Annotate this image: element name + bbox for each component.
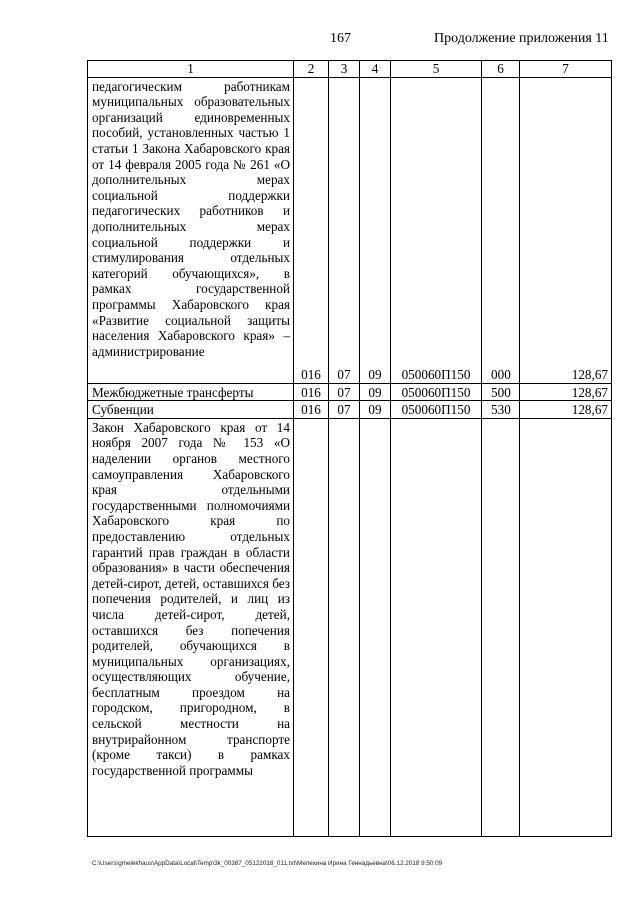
file-path-footer: C:\Users\gmelekhaus\AppData\Local\Temp\3k_00387_05122018_011.txt\Мелехина Ирина Геннадьевна\06.12.2018 9:50:09	[92, 860, 443, 867]
cell-target-article: 050060П150	[391, 383, 482, 401]
table-row	[88, 401, 612, 419]
column-header: 7	[520, 61, 612, 78]
cell-section: 07	[329, 401, 360, 419]
cell-amount: 128,67	[520, 401, 612, 419]
column-header: 4	[360, 61, 391, 78]
cell-expense-type: 000	[482, 77, 520, 383]
cell-target-article: 050060П150	[391, 401, 482, 419]
cell-ministry: 016	[294, 383, 329, 401]
row-name: Межбюджетные трансферты	[88, 383, 294, 401]
cell-ministry: 016	[294, 77, 329, 383]
cell-subsection: 09	[360, 383, 391, 401]
table-row	[88, 418, 612, 836]
column-header: 2	[294, 61, 329, 78]
cell-subsection: 09	[360, 77, 391, 383]
cell-expense-type: 500	[482, 383, 520, 401]
page-number: 167	[330, 31, 351, 46]
table-row	[88, 77, 612, 383]
column-header: 6	[482, 61, 520, 78]
row-name: педагогическим работникам муниципальных образовательных организаций единовременных пособий, установленных частью 1 статьи 1 Закона Хабаровского края от 14 февраля 2005 года № 261 «О дополнительных мерах социальной поддержки педагогических работников и дополнительных мерах социальной поддержки и стимулирования отдельных категорий обучающихся», в рамках государственной программы Хабаровского края «Развитие социальной защиты населения Хабаровского края» – администрирование	[88, 77, 294, 383]
cell-ministry: 016	[294, 401, 329, 419]
cell-expense-type: 530	[482, 401, 520, 419]
cell-target-article: 050060П150	[391, 77, 482, 383]
cell-amount	[520, 418, 612, 836]
budget-table	[87, 60, 612, 837]
cell-section: 07	[329, 383, 360, 401]
column-header: 5	[391, 61, 482, 78]
column-header: 3	[329, 61, 360, 78]
row-name: Закон Хабаровского края от 14 ноября 2007 года № 153 «О наделении органов местного самоуправления Хабаровского края отдельными государственными полномочиями Хабаровского края по предоставлению отдельных гарантий прав граждан в области образования» в части обеспечения детей-сирот, детей, оставшихся без попечения родителей, и лиц из числа детей-сирот, детей, оставшихся без попечения родителей, обучающихся в муниципальных организациях, осуществляющих обучение, бесплатным проездом на городском, пригородном, в сельской местности на внутрирайонном транспорте (кроме такси) в рамках государственной программы	[88, 418, 294, 836]
cell-target-article	[391, 418, 482, 836]
cell-amount: 128,67	[520, 77, 612, 383]
row-name: Субвенции	[88, 401, 294, 419]
appendix-heading: Продолжение приложения 11	[434, 31, 609, 46]
cell-expense-type	[482, 418, 520, 836]
cell-subsection: 09	[360, 401, 391, 419]
table-header-row	[88, 61, 612, 78]
cell-section	[329, 418, 360, 836]
cell-amount: 128,67	[520, 383, 612, 401]
cell-subsection	[360, 418, 391, 836]
cell-ministry	[294, 418, 329, 836]
table-row	[88, 383, 612, 401]
cell-section: 07	[329, 77, 360, 383]
column-header: 1	[88, 61, 294, 78]
